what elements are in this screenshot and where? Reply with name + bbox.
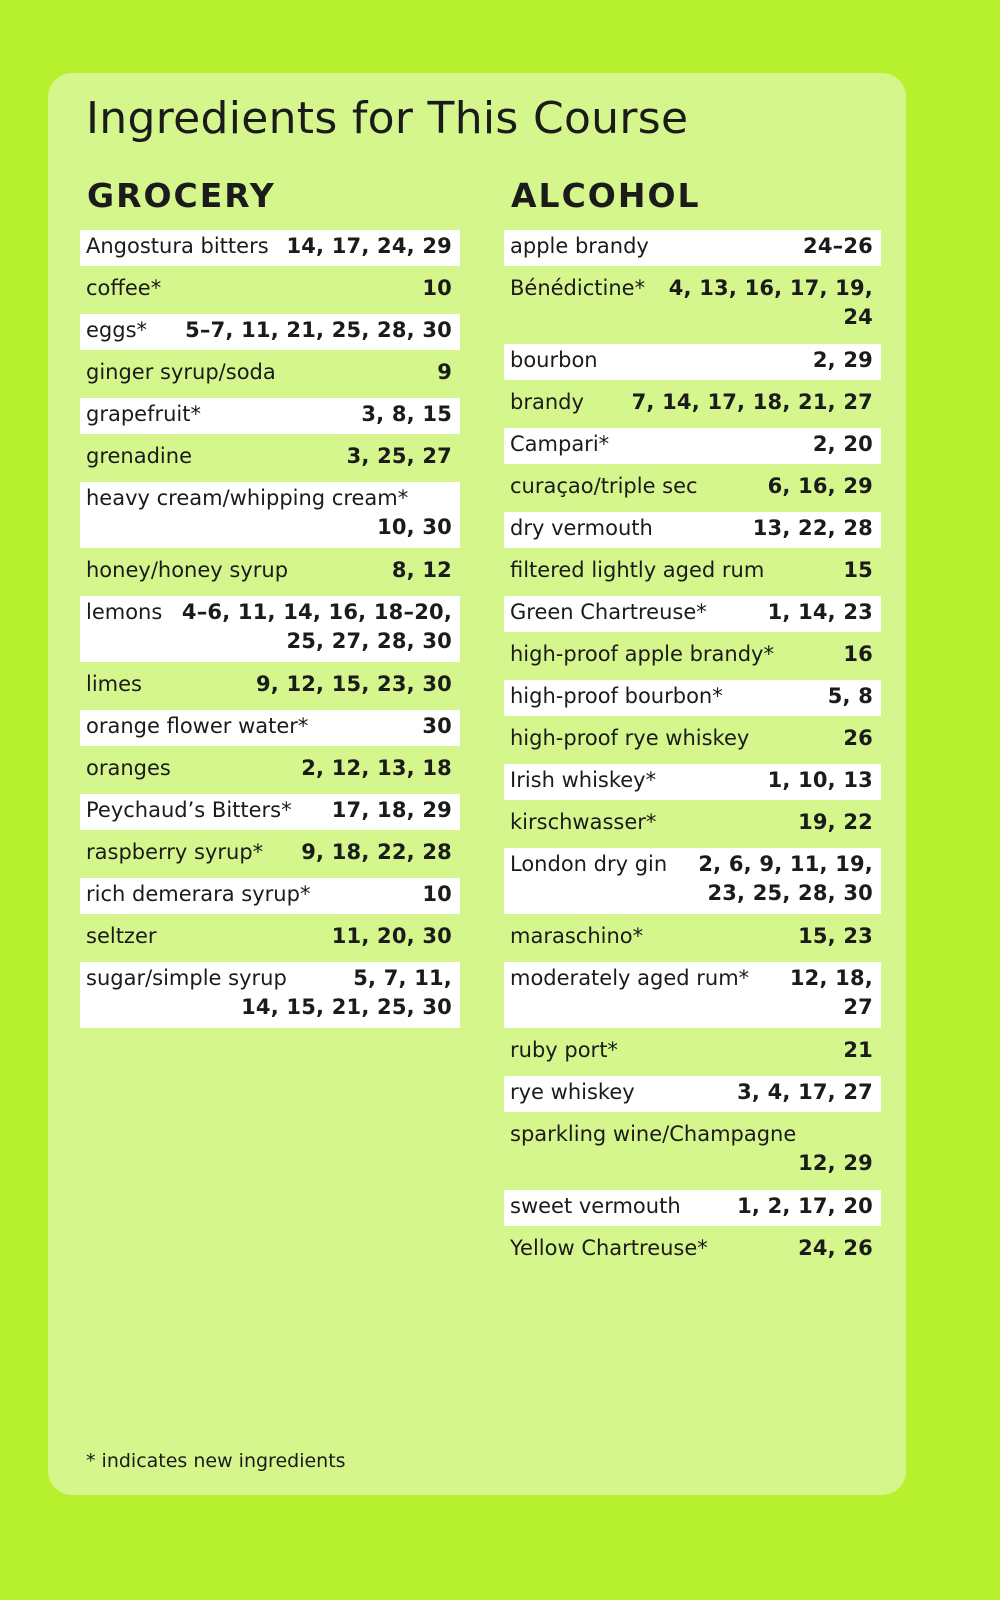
ingredient-name: Irish whiskey* bbox=[510, 768, 657, 792]
ingredient-pages: 5, 8 bbox=[827, 684, 873, 708]
ingredient-pages: 1, 10, 13 bbox=[767, 768, 873, 792]
ingredient-name: grapefruit* bbox=[86, 402, 201, 426]
ingredient-row bbox=[504, 344, 881, 380]
ingredient-name: rye whiskey bbox=[510, 1080, 635, 1104]
ingredient-pages: 3, 8, 15 bbox=[361, 402, 452, 426]
ingredient-row bbox=[504, 848, 881, 914]
ingredient-pages: 13, 22, 28 bbox=[752, 516, 873, 540]
grocery-column bbox=[80, 176, 460, 1034]
ingredient-pages: 1, 14, 23 bbox=[767, 600, 873, 624]
ingredient-name: heavy cream/whipping cream* bbox=[86, 486, 409, 510]
ingredient-pages: 8, 12 bbox=[391, 558, 452, 582]
ingredient-name: raspberry syrup* bbox=[86, 840, 264, 864]
ingredient-name: seltzer bbox=[86, 924, 157, 948]
ingredient-row bbox=[504, 1118, 881, 1184]
ingredient-row bbox=[504, 272, 881, 338]
ingredient-row bbox=[80, 836, 460, 872]
alcohol-column bbox=[504, 176, 881, 1274]
ingredient-pages: 19, 22 bbox=[798, 810, 873, 834]
ingredient-row bbox=[504, 638, 881, 674]
ingredient-pages: 10 bbox=[422, 882, 452, 906]
ingredient-row bbox=[504, 386, 881, 422]
ingredient-name: high-proof bourbon* bbox=[510, 684, 723, 708]
ingredient-pages: 10 bbox=[422, 276, 452, 300]
ingredient-name: eggs* bbox=[86, 318, 148, 342]
ingredient-pages: 26 bbox=[843, 726, 873, 750]
ingredient-row bbox=[80, 668, 460, 704]
ingredient-pages: 15, 23 bbox=[798, 924, 873, 948]
ingredient-row bbox=[504, 806, 881, 842]
ingredient-row bbox=[80, 554, 460, 590]
ingredient-pages: 9, 18, 22, 28 bbox=[301, 840, 452, 864]
ingredient-name: Yellow Chartreuse* bbox=[510, 1236, 708, 1260]
ingredient-row bbox=[80, 752, 460, 788]
ingredient-pages: 12, 29 bbox=[798, 1151, 873, 1175]
ingredient-pages: 4–6, 11, 14, 16, 18–20, 25, 27, 28, 30 bbox=[181, 600, 452, 653]
ingredient-name: coffee* bbox=[86, 276, 162, 300]
grocery-list bbox=[80, 230, 460, 1028]
ingredient-name: limes bbox=[86, 672, 142, 696]
ingredient-row bbox=[80, 398, 460, 434]
ingredient-row bbox=[504, 470, 881, 506]
page-title: Ingredients for This Course bbox=[86, 93, 689, 144]
ingredient-pages: 12, 18, 27 bbox=[789, 966, 873, 1019]
ingredient-row bbox=[80, 440, 460, 476]
ingredient-name: London dry gin bbox=[510, 852, 668, 876]
ingredient-name: sugar/simple syrup bbox=[86, 966, 287, 990]
ingredient-row bbox=[80, 962, 460, 1028]
ingredient-pages: 5, 7, 11, 14, 15, 21, 25, 30 bbox=[241, 966, 452, 1019]
ingredient-name: apple brandy bbox=[510, 234, 649, 258]
ingredient-pages: 2, 29 bbox=[812, 348, 873, 372]
ingredient-name: high-proof apple brandy* bbox=[510, 642, 774, 666]
ingredient-row bbox=[504, 596, 881, 632]
ingredient-name: grenadine bbox=[86, 444, 192, 468]
alcohol-list bbox=[504, 230, 881, 1268]
ingredient-pages: 2, 20 bbox=[812, 432, 873, 456]
ingredient-name: high-proof rye whiskey bbox=[510, 726, 750, 750]
grocery-heading: GROCERY bbox=[87, 176, 276, 215]
ingredient-pages: 9 bbox=[437, 360, 452, 384]
ingredient-pages: 6, 16, 29 bbox=[767, 474, 873, 498]
ingredient-name: brandy bbox=[510, 390, 584, 414]
ingredient-name: dry vermouth bbox=[510, 516, 653, 540]
ingredient-row bbox=[504, 554, 881, 590]
ingredient-name: curaçao/triple sec bbox=[510, 474, 698, 498]
ingredient-row bbox=[80, 482, 460, 548]
ingredient-pages: 24, 26 bbox=[798, 1236, 873, 1260]
ingredient-pages: 4, 13, 16, 17, 19, 24 bbox=[668, 276, 873, 329]
ingredient-pages: 24–26 bbox=[803, 234, 873, 258]
ingredient-row bbox=[504, 722, 881, 758]
ingredient-pages: 15 bbox=[843, 558, 873, 582]
ingredient-pages: 30 bbox=[422, 714, 452, 738]
ingredient-pages: 14, 17, 24, 29 bbox=[286, 234, 452, 258]
ingredient-name: lemons bbox=[86, 600, 163, 624]
ingredient-row bbox=[504, 764, 881, 800]
ingredient-pages: 3, 25, 27 bbox=[346, 444, 452, 468]
ingredient-pages: 7, 14, 17, 18, 21, 27 bbox=[631, 390, 873, 414]
ingredient-pages: 11, 20, 30 bbox=[331, 924, 452, 948]
ingredient-pages: 5–7, 11, 21, 25, 28, 30 bbox=[185, 318, 452, 342]
ingredient-row bbox=[80, 878, 460, 914]
ingredient-name: filtered lightly aged rum bbox=[510, 558, 765, 582]
ingredient-pages: 21 bbox=[843, 1038, 873, 1062]
ingredient-pages: 9, 12, 15, 23, 30 bbox=[255, 672, 452, 696]
ingredient-row bbox=[504, 962, 881, 1028]
ingredient-row bbox=[504, 1034, 881, 1070]
ingredient-name: Angostura bitters bbox=[86, 234, 269, 258]
ingredient-name: ruby port* bbox=[510, 1038, 618, 1062]
ingredient-pages: 10, 30 bbox=[377, 515, 452, 539]
ingredient-name: Campari* bbox=[510, 432, 610, 456]
ingredient-name: Peychaud’s Bitters* bbox=[86, 798, 292, 822]
ingredient-row bbox=[80, 710, 460, 746]
ingredient-pages: 2, 6, 9, 11, 19, 23, 25, 28, 30 bbox=[698, 852, 873, 905]
ingredient-pages: 16 bbox=[843, 642, 873, 666]
ingredient-row bbox=[80, 596, 460, 662]
ingredient-row bbox=[80, 920, 460, 956]
ingredient-name: oranges bbox=[86, 756, 171, 780]
ingredient-row bbox=[80, 272, 460, 308]
alcohol-heading: ALCOHOL bbox=[511, 176, 701, 215]
ingredient-pages: 17, 18, 29 bbox=[331, 798, 452, 822]
ingredient-row bbox=[504, 428, 881, 464]
ingredient-row bbox=[80, 794, 460, 830]
ingredient-pages: 3, 4, 17, 27 bbox=[737, 1080, 873, 1104]
ingredient-name: sparkling wine/Champagne bbox=[510, 1122, 797, 1146]
ingredient-name: bourbon bbox=[510, 348, 598, 372]
ingredient-name: orange flower water* bbox=[86, 714, 309, 738]
ingredient-row bbox=[504, 680, 881, 716]
ingredient-row bbox=[504, 230, 881, 266]
ingredient-name: Bénédictine* bbox=[510, 276, 646, 300]
ingredient-row bbox=[80, 356, 460, 392]
ingredient-row bbox=[504, 1076, 881, 1112]
ingredient-row bbox=[504, 1190, 881, 1226]
ingredient-name: Green Chartreuse* bbox=[510, 600, 707, 624]
ingredient-row bbox=[504, 1232, 881, 1268]
ingredient-name: sweet vermouth bbox=[510, 1194, 681, 1218]
ingredient-row bbox=[504, 920, 881, 956]
ingredient-name: rich demerara syrup* bbox=[86, 882, 311, 906]
ingredient-name: honey/honey syrup bbox=[86, 558, 289, 582]
ingredient-name: moderately aged rum* bbox=[510, 966, 750, 990]
ingredient-pages: 2, 12, 13, 18 bbox=[301, 756, 452, 780]
ingredient-row bbox=[504, 512, 881, 548]
ingredient-name: ginger syrup/soda bbox=[86, 360, 276, 384]
ingredient-pages: 1, 2, 17, 20 bbox=[737, 1194, 873, 1218]
ingredient-row bbox=[80, 230, 460, 266]
ingredient-row bbox=[80, 314, 460, 350]
footnote: * indicates new ingredients bbox=[86, 1450, 346, 1472]
ingredient-name: kirschwasser* bbox=[510, 810, 657, 834]
ingredient-name: maraschino* bbox=[510, 924, 644, 948]
